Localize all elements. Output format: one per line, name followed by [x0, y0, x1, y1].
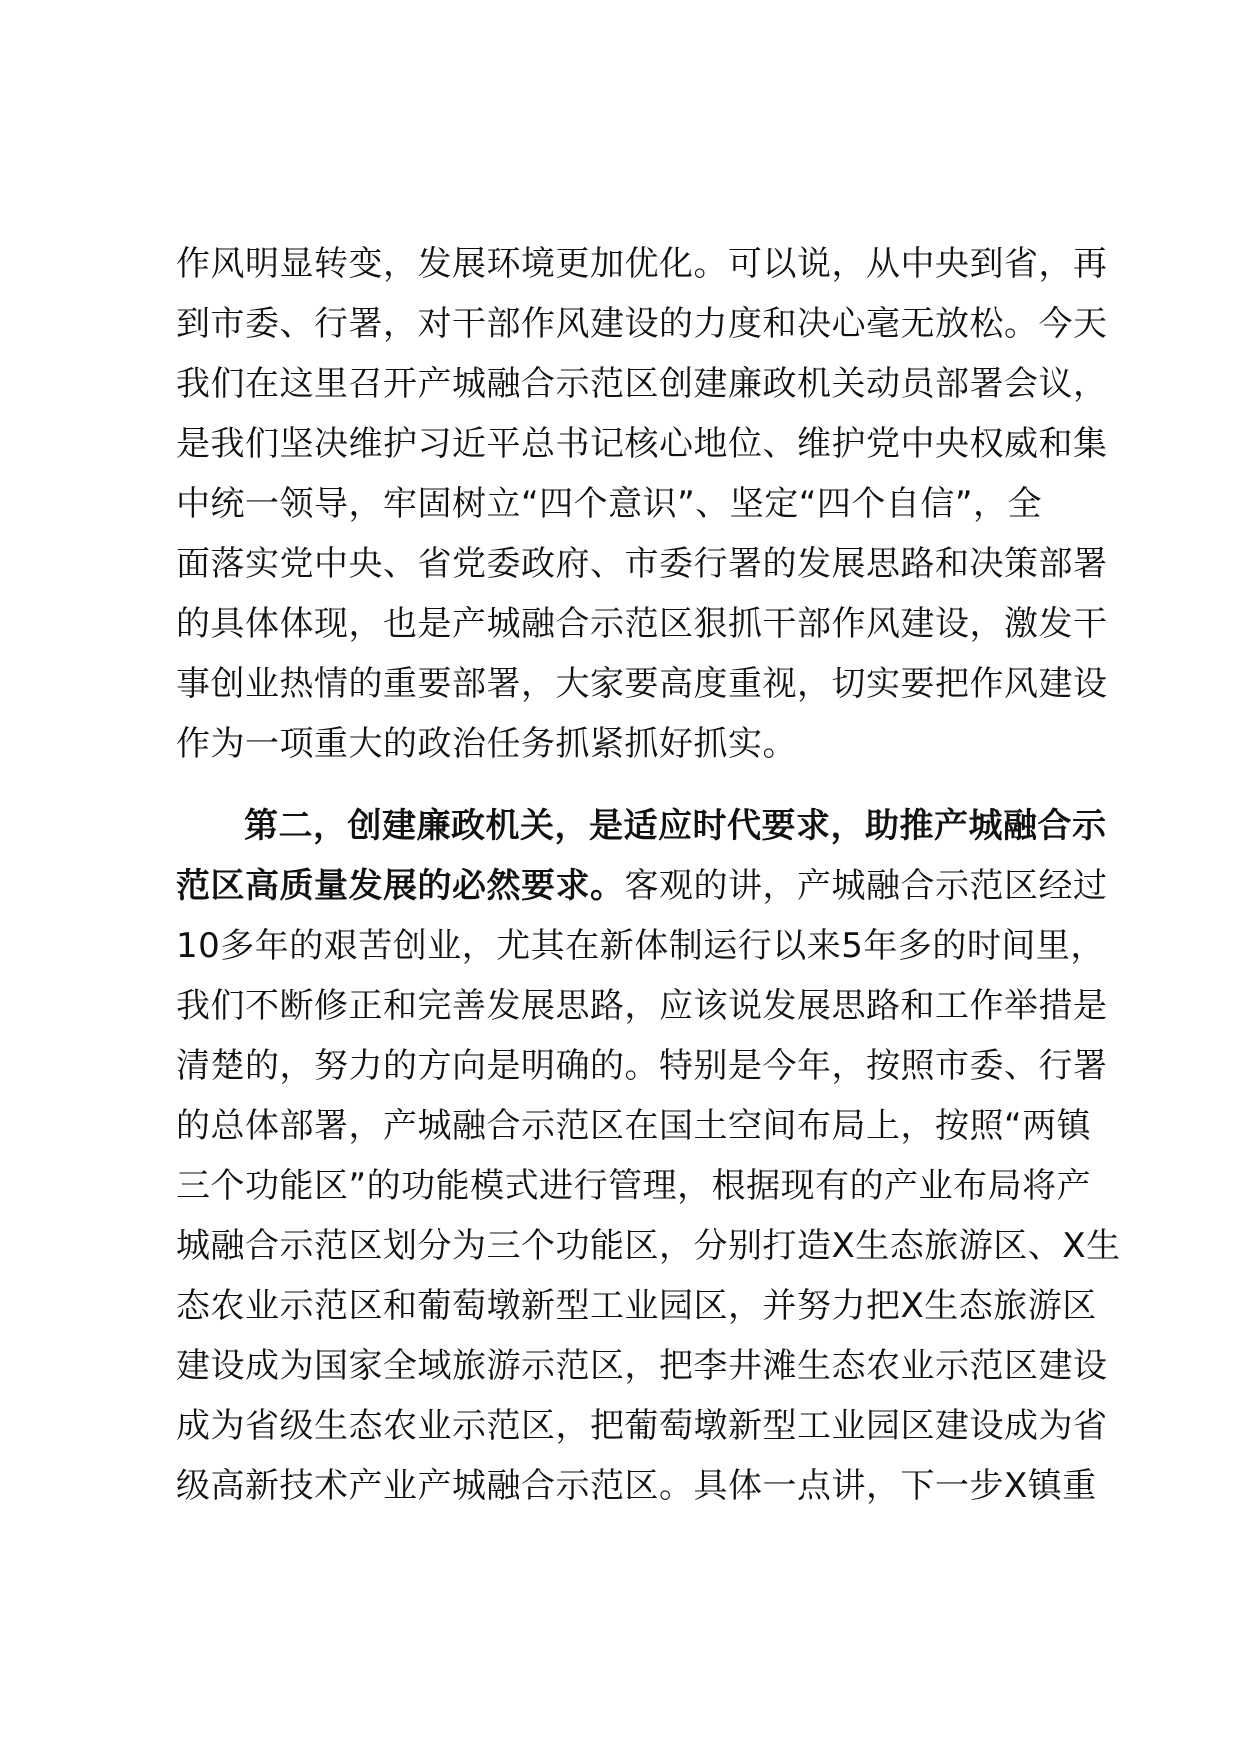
paragraph-line: 事创业热情的重要部署，大家要高度重视，切实要把作风建设: [176, 664, 1108, 704]
paragraph-line: 成为省级生态农业示范区，把葡萄墩新型工业园区建设成为省: [176, 1406, 1108, 1446]
paragraph-line: 我们不断修正和完善发展思路，应该说发展思路和工作举措是: [176, 986, 1108, 1026]
paragraph-line: 级高新技术产业产城融合示范区。具体一点讲，下一步X镇重: [176, 1466, 1097, 1506]
paragraph-2: [176, 796, 1121, 1516]
paragraph-line: 面落实党中央、省党委政府、市委行署的发展思路和决策部署: [176, 544, 1108, 584]
section-heading-continued: 范区高质量发展的必然要求。: [176, 866, 625, 906]
paragraph-line: 态农业示范区和葡萄墩新型工业园区，并努力把X生态旅游区: [176, 1286, 1097, 1326]
paragraph-line: 我们在这里召开产城融合示范区创建廉政机关动员部署会议，: [176, 364, 1108, 404]
paragraph-line-text: 客观的讲，产城融合示范区经过: [624, 866, 1108, 906]
paragraph-line: 作风明显转变，发展环境更加优化。可以说，从中央到省，再: [176, 244, 1108, 284]
paragraph-line: 到市委、行署，对干部作风建设的力度和决心毫无放松。今天: [176, 304, 1108, 344]
paragraph-line: 10多年的艰苦创业，尤其在新体制运行以来5年多的时间里，: [176, 926, 1105, 966]
paragraph-line: 清楚的，努力的方向是明确的。特别是今年，按照市委、行署: [176, 1046, 1108, 1086]
paragraph-line: 中统一领导，牢固树立“四个意识”、坚定“四个自信”，全: [176, 484, 1042, 524]
paragraph-line: 作为一项重大的政治任务抓紧抓好抓实。: [176, 724, 797, 764]
paragraph-line: 城融合示范区划分为三个功能区，分别打造X生态旅游区、X生: [176, 1226, 1121, 1266]
paragraph-line: 的具体体现，也是产城融合示范区狠抓干部作风建设，激发干: [176, 604, 1108, 644]
paragraph-line: 的总体部署，产城融合示范区在国土空间布局上，按照“两镇: [176, 1106, 1092, 1146]
paragraph-line: 三个功能区”的功能模式进行管理，根据现有的产业布局将产: [176, 1166, 1092, 1206]
paragraph-line: 建设成为国家全域旅游示范区，把李井滩生态农业示范区建设: [176, 1346, 1108, 1386]
paragraph-line: 是我们坚决维护习近平总书记核心地位、维护党中央权威和集: [176, 424, 1108, 464]
paragraph-line: [176, 856, 1108, 916]
paragraph-1: [176, 234, 1108, 774]
section-heading: 第二，创建廉政机关，是适应时代要求，助推产城融合示: [244, 806, 1107, 846]
